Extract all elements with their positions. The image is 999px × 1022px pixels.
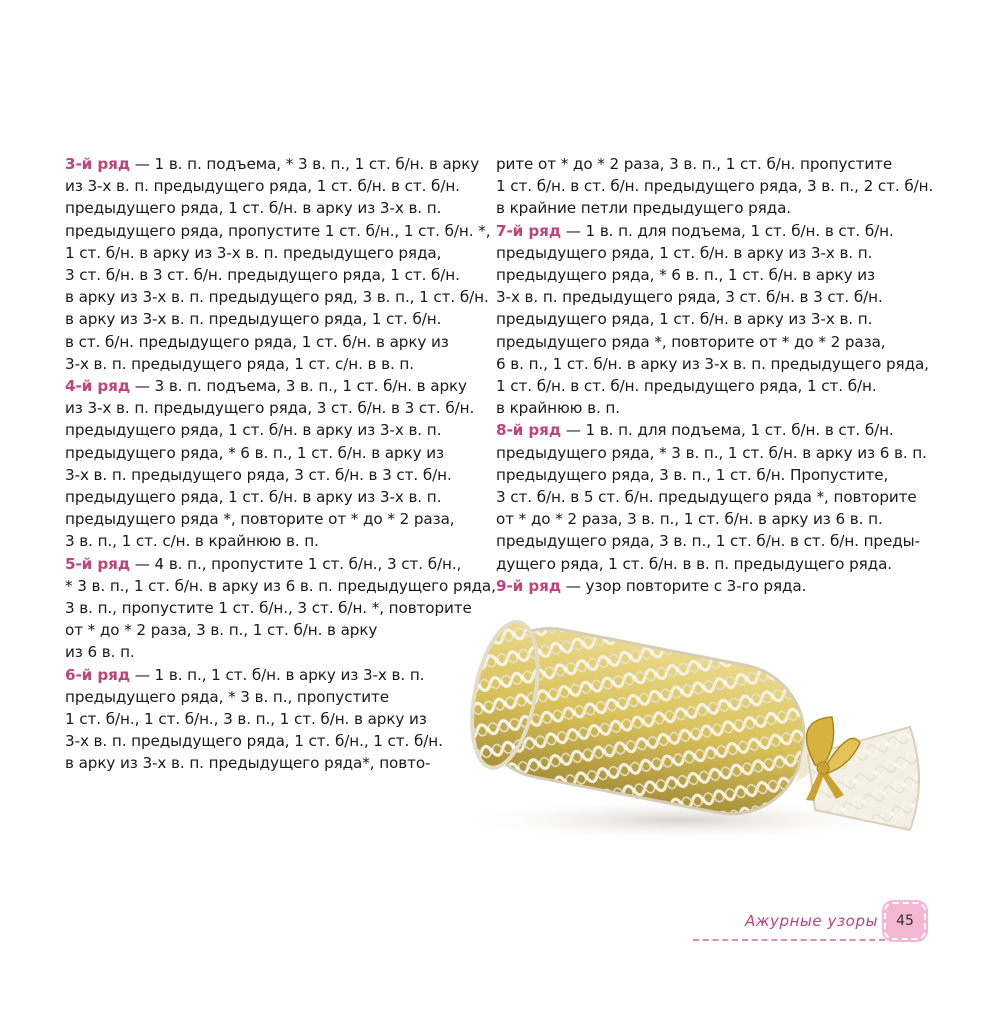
text-line bbox=[65, 530, 480, 552]
section-title: Ажурные узоры bbox=[745, 912, 879, 930]
text-line bbox=[65, 175, 480, 197]
text-line bbox=[65, 575, 496, 597]
text-line bbox=[496, 264, 916, 286]
text-line bbox=[496, 153, 916, 175]
text-line bbox=[65, 508, 480, 530]
page-number-badge: 45 bbox=[884, 902, 926, 940]
row-label: 9-й ряд bbox=[496, 576, 561, 595]
instruction-text: предыдущего ряда, 1 ст. б/н. в арку из 3-х в. п. bbox=[65, 199, 442, 218]
text-line bbox=[65, 708, 480, 730]
text-line bbox=[65, 286, 489, 308]
instruction-text: из 3-х в. п. предыдущего ряда, 1 ст. б/н. в ст. б/н. bbox=[65, 177, 460, 196]
row-label: 5-й ряд bbox=[65, 554, 130, 573]
instruction-text: из 6 в. п. bbox=[65, 643, 135, 662]
row-label: 7-й ряд bbox=[496, 221, 561, 240]
instruction-text: 3-х в. п. предыдущего ряда, 1 ст. с/н. в в. п. bbox=[65, 354, 414, 373]
text-line bbox=[496, 419, 916, 441]
instruction-text: в ст. б/н. предыдущего ряда, 1 ст. б/н. в арку из bbox=[65, 332, 449, 351]
instruction-text: предыдущего ряда, 1 ст. б/н. в арку из 3-х в. п. bbox=[65, 488, 442, 507]
text-line bbox=[496, 464, 916, 486]
instruction-text: — 1 в. п., 1 ст. б/н. в арку из 3-х в. п. bbox=[130, 665, 425, 684]
text-line bbox=[65, 464, 480, 486]
text-line bbox=[65, 641, 480, 663]
instruction-text: 3 в. п., пропустите 1 ст. б/н., 3 ст. б/н. *, повторите bbox=[65, 599, 472, 618]
row-label: 3-й ряд bbox=[65, 155, 130, 173]
row-label: 8-й ряд bbox=[496, 421, 561, 440]
instruction-text: 1 ст. б/н. в ст. б/н. предыдущего ряда, 3 в. п., 2 ст. б/н. bbox=[496, 177, 934, 196]
text-line bbox=[65, 220, 491, 242]
instruction-text: — 3 в. п. подъема, 3 в. п., 1 ст. б/н. в арку bbox=[130, 377, 467, 396]
text-line bbox=[65, 619, 480, 641]
text-line bbox=[496, 575, 916, 597]
instruction-text: в арку из 3-х в. п. предыдущего ряд, 3 в. п., 1 ст. б/н. bbox=[65, 288, 489, 307]
text-line bbox=[65, 397, 480, 419]
instructions-left-column bbox=[65, 153, 496, 775]
instruction-text: в крайние петли предыдущего ряда. bbox=[496, 199, 792, 218]
instruction-text: 1 ст. б/н. в ст. б/н. предыдущего ряда, 1 ст. б/н. bbox=[496, 377, 877, 396]
instruction-text: 3-х в. п. предыдущего ряда, 3 ст. б/н. в 3 ст. б/н. bbox=[65, 465, 452, 484]
text-line bbox=[496, 486, 916, 508]
text-line bbox=[65, 752, 480, 774]
text-line bbox=[65, 730, 480, 752]
row-label: 6-й ряд bbox=[65, 665, 130, 684]
instruction-text: предыдущего ряда, 3 в. п., 1 ст. б/н. в ст. б/н. преды- bbox=[496, 532, 920, 551]
instruction-text: предыдущего ряда *, повторите от * до * 2 раза, bbox=[496, 332, 886, 351]
instruction-text: 1 ст. б/н., 1 ст. б/н., 3 в. п., 1 ст. б/н. в арку из bbox=[65, 710, 427, 729]
instruction-text: в арку из 3-х в. п. предыдущего ряда, 1 ст. б/н. bbox=[65, 310, 442, 329]
text-line bbox=[65, 375, 480, 397]
row-label: 4-й ряд bbox=[65, 377, 130, 396]
instruction-text: — 1 в. п. для подъема, 1 ст. б/н. в ст. б/н. bbox=[561, 421, 894, 440]
instruction-text: предыдущего ряда, * 6 в. п., 1 ст. б/н. в арку из bbox=[496, 266, 875, 285]
text-line bbox=[65, 553, 480, 575]
text-line bbox=[496, 353, 929, 375]
text-line bbox=[496, 197, 916, 219]
text-line bbox=[496, 175, 934, 197]
instruction-text: — 1 в. п. для подъема, 1 ст. б/н. в ст. б/н. bbox=[561, 221, 894, 240]
text-line bbox=[65, 308, 480, 330]
instruction-text: 3-х в. п. предыдущего ряда, 1 ст. б/н., 1 ст. б/н. bbox=[65, 732, 443, 751]
text-line bbox=[496, 553, 916, 575]
instruction-text: 3 ст. б/н. в 5 ст. б/н. предыдущего ряда *, повторите bbox=[496, 488, 917, 507]
instruction-text: в арку из 3-х в. п. предыдущего ряда*, повто- bbox=[65, 754, 431, 773]
instruction-text: от * до * 2 раза, 3 в. п., 1 ст. б/н. в арку bbox=[65, 621, 378, 640]
instruction-text: дущего ряда, 1 ст. б/н. в в. п. предыдущего ряда. bbox=[496, 554, 893, 573]
instruction-text: предыдущего ряда *, повторите от * до * 2 раза, bbox=[65, 510, 455, 529]
instruction-text: от * до * 2 раза, 3 в. п., 1 ст. б/н. в арку из 6 в. п. bbox=[496, 510, 883, 529]
instruction-text: предыдущего ряда, 1 ст. б/н. в арку из 3-х в. п. bbox=[65, 421, 442, 440]
text-line bbox=[496, 442, 927, 464]
text-line bbox=[65, 664, 480, 686]
text-line bbox=[65, 486, 480, 508]
instruction-text: предыдущего ряда, 1 ст. б/н. в арку из 3-х в. п. bbox=[496, 243, 873, 262]
text-line bbox=[65, 153, 480, 175]
text-line bbox=[65, 197, 480, 219]
instruction-text: 3 в. п., 1 ст. с/н. в крайнюю в. п. bbox=[65, 532, 319, 551]
text-line bbox=[65, 264, 480, 286]
instruction-text: предыдущего ряда, * 6 в. п., 1 ст. б/н. в арку из bbox=[65, 443, 444, 462]
instruction-text: 3-х в. п. предыдущего ряда, 3 ст. б/н. в 3 ст. б/н. bbox=[496, 288, 883, 307]
instruction-text: предыдущего ряда, * 3 в. п., пропустите bbox=[65, 687, 389, 706]
footer-dashed-rule bbox=[693, 939, 885, 941]
text-line bbox=[65, 419, 480, 441]
instruction-text: в крайнюю в. п. bbox=[496, 399, 620, 418]
text-line bbox=[65, 686, 480, 708]
instruction-text: 1 ст. б/н. в арку из 3-х в. п. предыдущего ряда, bbox=[65, 243, 442, 262]
crochet-bolster-pillow-image bbox=[440, 605, 940, 850]
text-line bbox=[496, 220, 916, 242]
instruction-text: предыдущего ряда, 3 в. п., 1 ст. б/н. Пропустите, bbox=[496, 465, 889, 484]
text-line bbox=[65, 353, 480, 375]
instruction-text: предыдущего ряда, 1 ст. б/н. в арку из 3-х в. п. bbox=[496, 310, 873, 329]
text-line bbox=[496, 530, 920, 552]
instruction-text: из 3-х в. п. предыдущего ряда, 3 ст. б/н. в 3 ст. б/н. bbox=[65, 399, 475, 418]
instruction-text: — узор повторите с 3-го ряда. bbox=[561, 576, 807, 595]
text-line bbox=[496, 242, 916, 264]
text-line bbox=[65, 331, 480, 353]
instruction-text: 3 ст. б/н. в 3 ст. б/н. предыдущего ряда, 1 ст. б/н. bbox=[65, 266, 460, 285]
instruction-text: рите от * до * 2 раза, 3 в. п., 1 ст. б/н. пропустите bbox=[496, 155, 893, 173]
text-line bbox=[496, 331, 916, 353]
text-line bbox=[496, 508, 916, 530]
instruction-text: 6 в. п., 1 ст. б/н. в арку из 3-х в. п. предыдущего ряда, bbox=[496, 354, 929, 373]
instruction-text: предыдущего ряда, * 3 в. п., 1 ст. б/н. в арку из 6 в. п. bbox=[496, 443, 927, 462]
text-line bbox=[496, 397, 916, 419]
text-line bbox=[496, 375, 916, 397]
text-line bbox=[65, 242, 480, 264]
instructions-right-column bbox=[496, 153, 934, 597]
text-line bbox=[496, 286, 916, 308]
instruction-text: — 1 в. п. подъема, * 3 в. п., 1 ст. б/н. в арку bbox=[130, 155, 480, 173]
text-line bbox=[65, 442, 480, 464]
text-line bbox=[65, 597, 480, 619]
pillow-body bbox=[461, 616, 831, 830]
instruction-text: — 4 в. п., пропустите 1 ст. б/н., 3 ст. б/н., bbox=[130, 554, 462, 573]
instruction-text: предыдущего ряда, пропустите 1 ст. б/н., 1 ст. б/н. *, bbox=[65, 221, 491, 240]
instruction-text: * 3 в. п., 1 ст. б/н. в арку из 6 в. п. предыдущего ряда, bbox=[65, 576, 496, 595]
text-line bbox=[496, 308, 916, 330]
